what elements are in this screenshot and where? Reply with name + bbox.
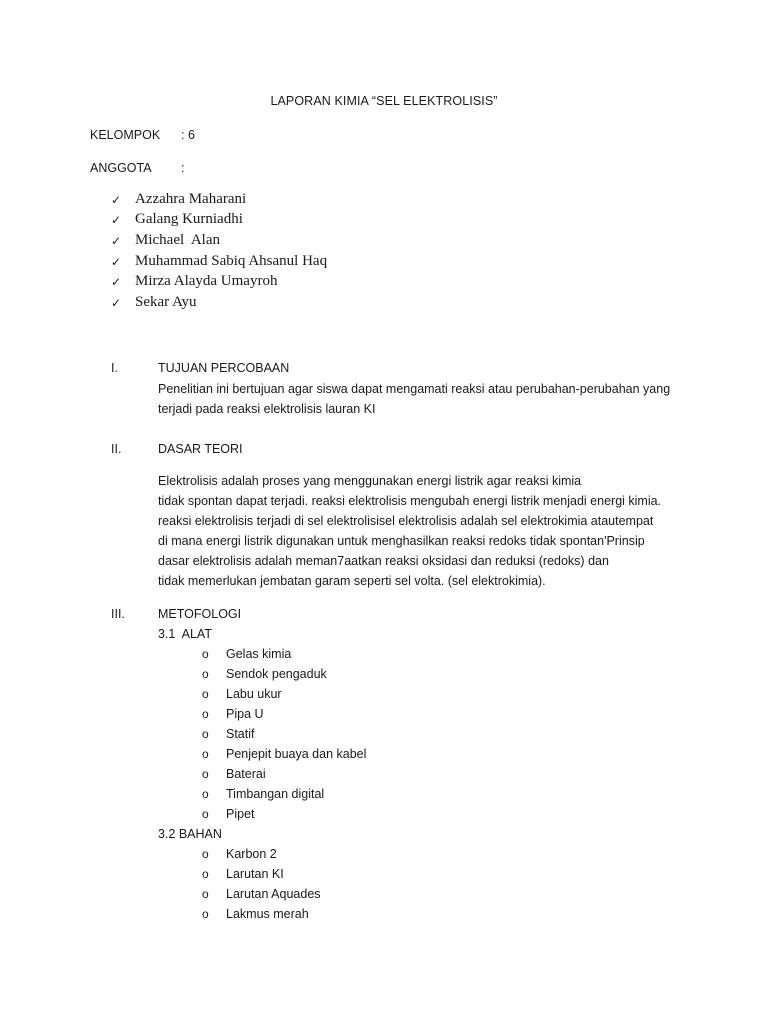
check-mark-icon: ✓ bbox=[111, 295, 122, 310]
document-title: LAPORAN KIMIA “SEL ELEKTROLISIS” bbox=[270, 94, 498, 108]
member-name: Sekar Ayu bbox=[135, 294, 197, 310]
member-item bbox=[111, 294, 197, 311]
list-item bbox=[202, 787, 324, 801]
hollow-circle-bullet-icon: o bbox=[202, 867, 209, 881]
member-name: Michael Alan bbox=[135, 232, 220, 248]
list-item-text: Pipet bbox=[226, 807, 255, 821]
hollow-circle-bullet-icon: o bbox=[202, 887, 209, 901]
hollow-circle-bullet-icon: o bbox=[202, 647, 209, 661]
list-item bbox=[202, 667, 327, 681]
member-item bbox=[111, 273, 277, 290]
kelompok-value: : 6 bbox=[181, 128, 195, 142]
member-name: Galang Kurniadhi bbox=[135, 211, 243, 227]
check-mark-icon: ✓ bbox=[111, 274, 122, 289]
list-item-text: Statif bbox=[226, 727, 255, 741]
section-heading-tujuan: TUJUAN PERCOBAAN bbox=[158, 361, 290, 375]
list-item-text: Baterai bbox=[226, 767, 266, 781]
hollow-circle-bullet-icon: o bbox=[202, 907, 209, 921]
paragraph-line: tidak memerlukan jembatan garam seperti sel volta. (sel elektrokimia). bbox=[158, 574, 546, 588]
list-item bbox=[202, 647, 291, 661]
member-name: Azzahra Maharani bbox=[135, 191, 247, 207]
check-mark-icon: ✓ bbox=[111, 192, 122, 207]
list-item-text: Karbon 2 bbox=[226, 847, 277, 861]
anggota-value: : bbox=[181, 161, 185, 175]
paragraph-line: Elektrolisis adalah proses yang menggunakan energi listrik agar reaksi kimia bbox=[158, 474, 582, 488]
subsection-heading-alat: 3.1 ALAT bbox=[158, 627, 212, 641]
kelompok-label: KELOMPOK bbox=[90, 128, 161, 142]
list-item bbox=[202, 747, 366, 761]
list-item bbox=[202, 807, 255, 821]
list-item-text: Gelas kimia bbox=[226, 647, 292, 661]
list-item bbox=[202, 707, 264, 721]
check-mark-icon: ✓ bbox=[111, 233, 122, 248]
member-item bbox=[111, 232, 220, 249]
section-heading-dasar: DASAR TEORI bbox=[158, 442, 243, 456]
section-numeral: III. bbox=[111, 607, 125, 621]
list-item bbox=[202, 727, 255, 741]
hollow-circle-bullet-icon: o bbox=[202, 687, 209, 701]
hollow-circle-bullet-icon: o bbox=[202, 747, 209, 761]
paragraph-line: tidak spontan dapat terjadi. reaksi elektrolisis mengubah energi listrik menjadi energi kimia. bbox=[158, 494, 662, 508]
list-item bbox=[202, 887, 321, 901]
list-item-text: Pipa U bbox=[226, 707, 264, 721]
hollow-circle-bullet-icon: o bbox=[202, 787, 209, 801]
list-item-text: Labu ukur bbox=[226, 687, 282, 701]
section-numeral: II. bbox=[111, 442, 122, 456]
list-item-text: Penjepit buaya dan kabel bbox=[226, 747, 367, 761]
member-name: Muhammad Sabiq Ahsanul Haq bbox=[135, 253, 328, 269]
list-item-text: Timbangan digital bbox=[226, 787, 325, 801]
check-mark-icon: ✓ bbox=[111, 212, 122, 227]
check-mark-icon: ✓ bbox=[111, 254, 122, 269]
member-item bbox=[111, 211, 243, 228]
list-item bbox=[202, 867, 284, 881]
list-item-text: Larutan Aquades bbox=[226, 887, 321, 901]
section-numeral: I. bbox=[111, 361, 118, 375]
member-name: Mirza Alayda Umayroh bbox=[135, 273, 278, 289]
paragraph-line: reaksi elektrolisis terjadi di sel elektrolisisel elektrolisis adalah sel elektrokimia atautempat bbox=[158, 514, 654, 528]
list-item bbox=[202, 847, 277, 861]
paragraph-line: dasar elektrolisis adalah meman7aatkan reaksi oksidasi dan reduksi (redoks) dan bbox=[158, 554, 609, 568]
subsection-heading-bahan: 3.2 BAHAN bbox=[158, 827, 222, 841]
list-item-text: Larutan KI bbox=[226, 867, 284, 881]
list-item-text: Lakmus merah bbox=[226, 907, 309, 921]
paragraph-line: di mana energi listrik digunakan untuk menghasilkan reaksi redoks tidak spontan'Prinsip bbox=[158, 534, 645, 548]
paragraph-line: Penelitian ini bertujuan agar siswa dapat mengamati reaksi atau perubahan-perubahan yang bbox=[158, 382, 671, 396]
paragraph-line: terjadi pada reaksi elektrolisis lauran KI bbox=[158, 402, 376, 416]
anggota-label: ANGGOTA bbox=[90, 161, 152, 175]
list-item bbox=[202, 687, 282, 701]
hollow-circle-bullet-icon: o bbox=[202, 707, 209, 721]
list-item-text: Sendok pengaduk bbox=[226, 667, 327, 681]
list-item bbox=[202, 907, 309, 921]
hollow-circle-bullet-icon: o bbox=[202, 727, 209, 741]
hollow-circle-bullet-icon: o bbox=[202, 667, 209, 681]
hollow-circle-bullet-icon: o bbox=[202, 847, 209, 861]
member-item bbox=[111, 253, 327, 270]
member-item bbox=[111, 191, 246, 208]
hollow-circle-bullet-icon: o bbox=[202, 767, 209, 781]
list-item bbox=[202, 767, 266, 781]
section-heading-metode: METOFOLOGI bbox=[158, 607, 242, 621]
hollow-circle-bullet-icon: o bbox=[202, 807, 209, 821]
